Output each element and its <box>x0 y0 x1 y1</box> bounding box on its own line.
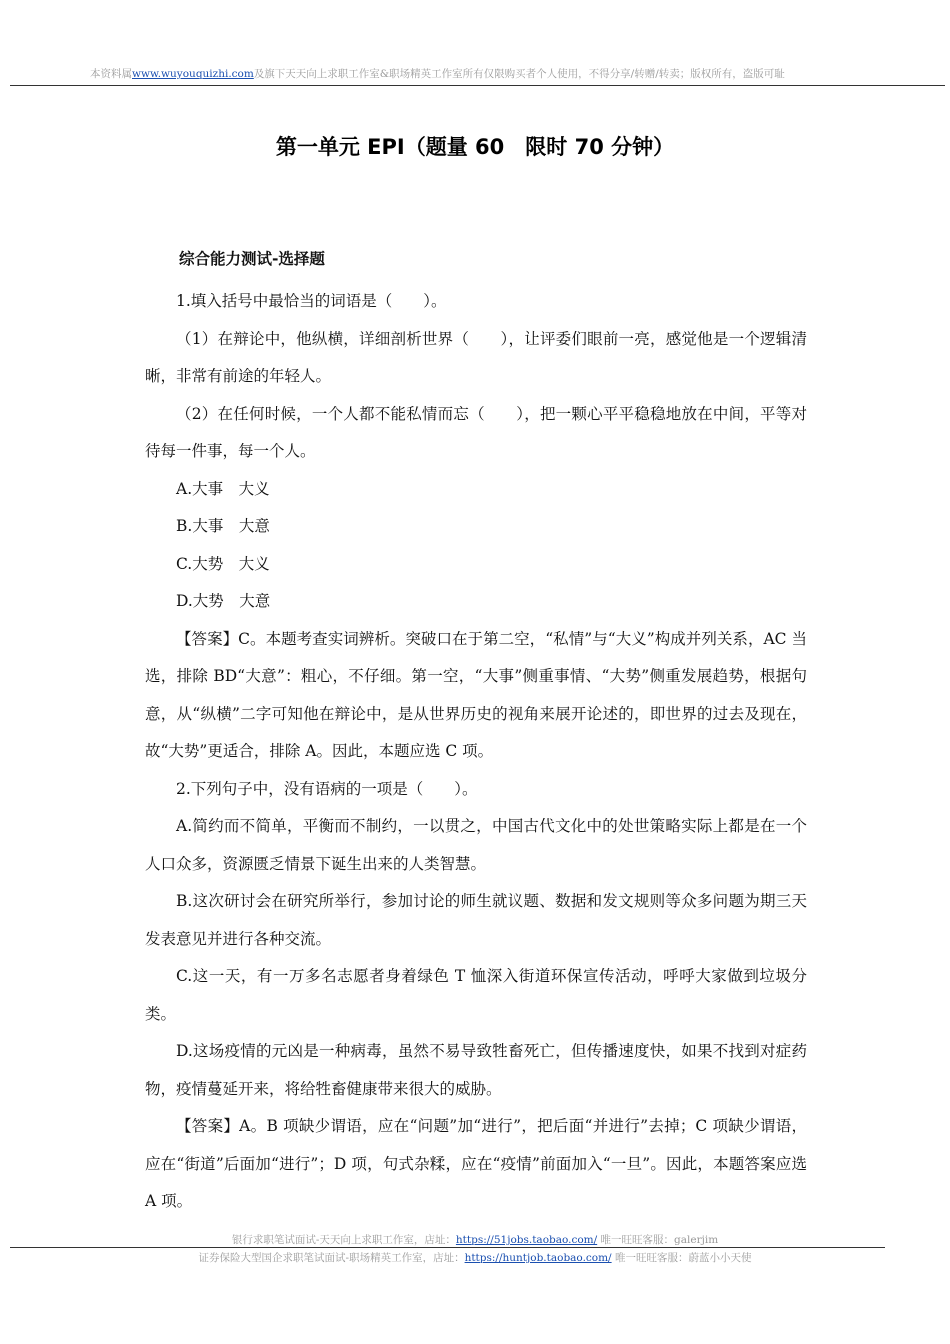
question-1-option-d: D.大势 大意 <box>176 592 271 610</box>
question-1-answer: 【答案】C。本题考查实词辨析。突破口在于第二空，“私情”与“大义”构成并列关系，AC 当选，排除 BD“大意”：粗心，不仔细。第一空，“大事”侧重事情、“大势”侧重发展趋势，根据句意，从“纵横”二字可知他在辩论中，是从世界历史的视角来展开论述的，即世界的过去及现在，故“大势”更适合，排除 A。因此，本题应选 C 项。 <box>145 629 807 760</box>
page-header-notice <box>90 66 870 81</box>
question-2-answer: 【答案】A。B 项缺少谓语，应在“问题”加“进行”，把后面“并进行”去掉；C 项缺少谓语，应在“街道”后面加“进行”；D 项，句式杂糅，应在“疫情”前面加入“一旦”。因此，本题答案应选 A 项。 <box>145 1117 807 1210</box>
footer-line-1 <box>0 1232 950 1247</box>
footer-shop-link-1[interactable]: https://51jobs.taobao.com/ <box>455 1234 598 1246</box>
footer-line-1-suffix: 唯一旺旺客服：galerjim <box>597 1234 719 1246</box>
document-title: 第一单元 EPI（题量 60 限时 70 分钟） <box>275 135 675 159</box>
question-1-option-c: C.大势 大义 <box>176 554 270 573</box>
question-1-sentence-1: （1）在辩论中，他纵横，详细剖析世界（ ），让评委们眼前一亮，感觉他是一个逻辑清晰，非常有前途的年轻人。 <box>145 329 807 385</box>
footer-line-2 <box>0 1250 950 1265</box>
question-2-option-b: B.这次研讨会在研究所举行，参加讨论的师生就议题、数据和发文规则等众多问题为期三天发表意见并进行各种交流。 <box>145 892 807 948</box>
question-1-option-a: A.大事 大义 <box>176 479 270 498</box>
question-1-option-b: B.大事 大意 <box>176 517 270 535</box>
header-suffix: 及旗下天天向上求职工作室&职场精英工作室所有仅限购买者个人使用，不得分享/转赠/转卖；版权所有，盗版可耻 <box>253 68 785 80</box>
header-website-link[interactable]: www.wuyouquizhi.com <box>132 68 254 80</box>
footer-line-1-prefix: 银行求职笔试面试-天天向上求职工作室，店址： <box>231 1234 456 1246</box>
question-2-option-c: C.这一天，有一万多名志愿者身着绿色 T 恤深入街道环保宣传活动，呼呼大家做到垃圾分类。 <box>145 967 807 1023</box>
footer-divider <box>10 1247 885 1248</box>
question-1-sentence-2: （2）在任何时候，一个人都不能私情而忘（ ），把一颗心平平稳稳地放在中间，平等对待每一件事，每一个人。 <box>145 404 807 460</box>
question-2-option-d: D.这场疫情的元凶是一种病毒，虽然不易导致牲畜死亡，但传播速度快，如果不找到对症药物，疫情蔓延开来，将给牲畜健康带来很大的威胁。 <box>145 1042 807 1098</box>
question-1-stem: 1.填入括号中最恰当的词语是（ ）。 <box>176 292 447 310</box>
footer-line-2-prefix: 证券保险大型国企求职笔试面试-职场精英工作室，店址： <box>198 1252 465 1264</box>
footer-line-2-suffix: 唯一旺旺客服：蔚蓝小小天使 <box>611 1252 752 1264</box>
question-2-stem: 2.下列句子中，没有语病的一项是（ ）。 <box>176 779 478 798</box>
section-title: 综合能力测试-选择题 <box>179 250 325 268</box>
header-prefix: 本资料属 <box>90 68 132 80</box>
footer-shop-link-2[interactable]: https://huntjob.taobao.com/ <box>464 1252 612 1264</box>
question-2-option-a: A.简约而不简单，平衡而不制约，一以贯之，中国古代文化中的处世策略实际上都是在一个人口众多，资源匮乏情景下诞生出来的人类智慧。 <box>145 817 807 873</box>
document-body <box>145 283 807 1221</box>
header-divider <box>10 85 945 86</box>
